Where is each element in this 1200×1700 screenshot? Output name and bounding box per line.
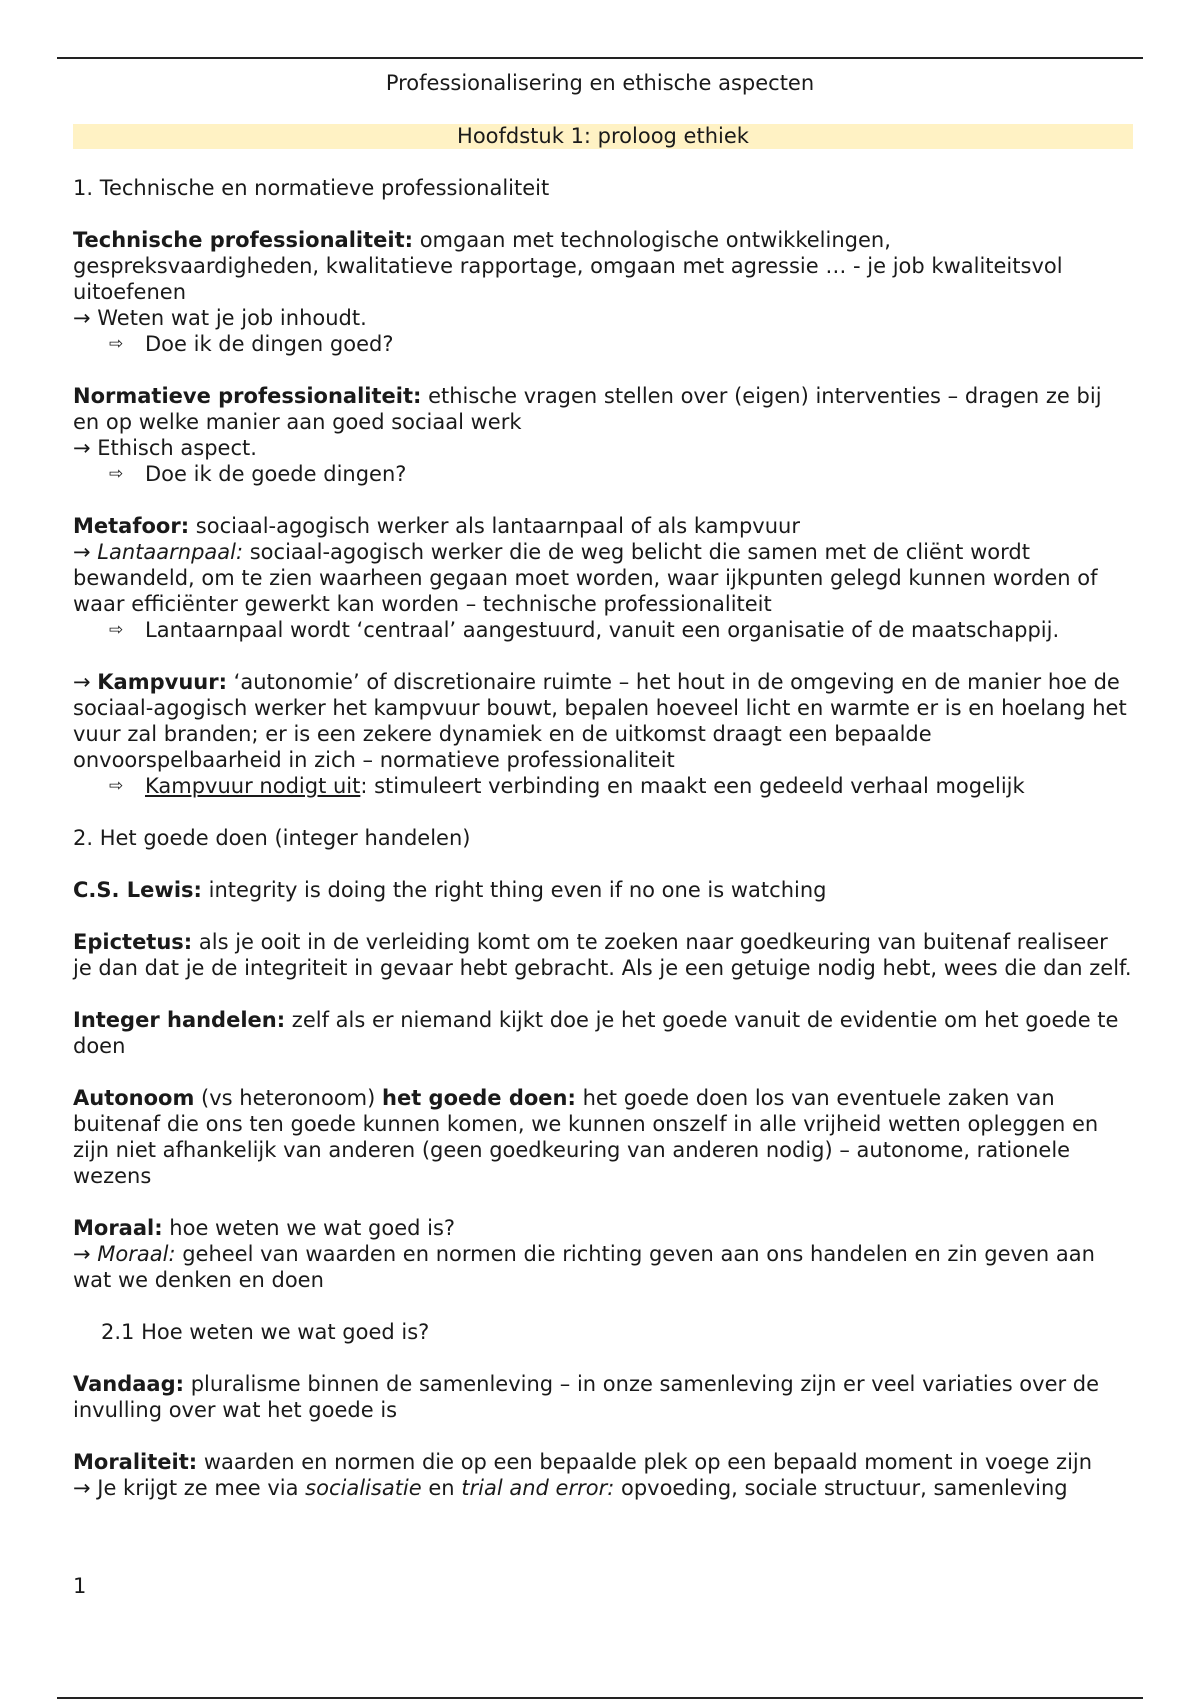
term: Epictetus: bbox=[73, 930, 193, 954]
paragraph-technische: Technische professionaliteit: omgaan met technologische ontwikkelingen, gespreksvaardigheden, kwalitatieve rapportage, omgaan met agressie … - je job kwaliteitsvol uitoefenen bbox=[73, 228, 1063, 304]
paragraph-kampvuur: → Kampvuur: ‘autonomie’ of discretionaire ruimte – het hout in de omgeving en de manier hoe de sociaal-agogisch werker het kampvuur bouwt, bepalen hoeveel licht en warmte er is en hoelang het vuur zal branden; er is een zekere dynamiek en de uitkomst draagt een bepaalde onvoorspelbaarheid in zich – normatieve professionaliteit bbox=[73, 670, 1127, 772]
paragraph-normatieve: Normatieve professionaliteit: ethische vragen stellen over (eigen) interventies – dragen ze bij en op welke manier aan goed sociaal werk bbox=[73, 384, 1102, 434]
paragraph-lantaarnpaal: → Lantaarnpaal: sociaal-agogisch werker die de weg belicht die samen met de cliënt wordt bewandeld, om te zien waarheen gegaan moet worden, waar ijkpunten gelegd kunnen worden of waar efficiënter gewerkt kan worden – technische professionaliteit bbox=[73, 540, 1098, 616]
sub-bullet: ⇨ Kampvuur nodigt uit: stimuleert verbinding en maakt een gedeeld verhaal mogelijk bbox=[109, 774, 1025, 798]
term: het goede doen: bbox=[382, 1086, 576, 1110]
term: Moraliteit: bbox=[73, 1450, 198, 1474]
paragraph-moraal: Moraal: hoe weten we wat goed is? bbox=[73, 1216, 456, 1240]
top-rule bbox=[57, 57, 1143, 59]
sub-bullet: ⇨ Doe ik de dingen goed? bbox=[109, 332, 394, 356]
paragraph-integer: Integer handelen: zelf als er niemand kijkt doe je het goede vanuit de evidentie om het goede te doen bbox=[73, 1008, 1119, 1058]
chapter-heading: Hoofdstuk 1: proloog ethiek bbox=[73, 124, 1133, 149]
sub-bullet: ⇨ Doe ik de goede dingen? bbox=[109, 462, 407, 486]
arrow-bullet-icon: ⇨ bbox=[109, 776, 124, 796]
term: Autonoom bbox=[73, 1086, 195, 1110]
section-heading-2-1: 2.1 Hoe weten we wat goed is? bbox=[101, 1320, 430, 1344]
section-heading-2: 2. Het goede doen (integer handelen) bbox=[73, 826, 471, 850]
paragraph-moraliteit-arrow: → Je krijgt ze mee via socialisatie en trial and error: opvoeding, sociale structuur, samenleving bbox=[73, 1476, 1068, 1500]
page-number: 1 bbox=[73, 1574, 87, 1598]
paragraph-epictetus: Epictetus: als je ooit in de verleiding komt om te zoeken naar goedkeuring van buitenaf realiseer je dan dat je de integriteit in gevaar hebt gebracht. Als je een getuige nodig hebt, wees die dan zelf. bbox=[73, 930, 1132, 980]
paragraph-moraliteit: Moraliteit: waarden en normen die op een bepaalde plek op een bepaald moment in voege zijn bbox=[73, 1450, 1093, 1474]
sub-bullet: ⇨ Lantaarnpaal wordt ‘centraal’ aangestuurd, vanuit een organisatie of de maatschappij. bbox=[109, 618, 1060, 642]
bottom-rule bbox=[57, 1697, 1143, 1699]
paragraph-autonoom: Autonoom (vs heteronoom) het goede doen: het goede doen los van eventuele zaken van buitenaf die ons ten goede kunnen komen, we kunnen onszelf in alle vrijheid wetten opleggen en zijn niet afhankelijk van anderen (geen goedkeuring van anderen nodig) – autonome, rationele wezens bbox=[73, 1086, 1099, 1188]
arrow-bullet-icon: ⇨ bbox=[109, 464, 124, 484]
term: Moraal: bbox=[97, 1242, 176, 1266]
term: Vandaag: bbox=[73, 1372, 185, 1396]
term: Kampvuur: bbox=[97, 670, 227, 694]
arrow-bullet-icon: ⇨ bbox=[109, 620, 124, 640]
term: Metafoor: bbox=[73, 514, 190, 538]
paragraph-lewis: C.S. Lewis: integrity is doing the right thing even if no one is watching bbox=[73, 878, 827, 902]
term: Lantaarnpaal: bbox=[97, 540, 244, 564]
term: Normatieve professionaliteit: bbox=[73, 384, 422, 408]
paragraph-moraal-def: → Moraal: geheel van waarden en normen die richting geven aan ons handelen en zin geven aan wat we denken en doen bbox=[73, 1242, 1095, 1292]
term: Moraal: bbox=[73, 1216, 163, 1240]
arrow-line: → Weten wat je job inhoudt. bbox=[73, 306, 367, 330]
paragraph-vandaag: Vandaag: pluralisme binnen de samenleving – in onze samenleving zijn er veel variaties over de invulling over wat het goede is bbox=[73, 1372, 1100, 1422]
term: C.S. Lewis: bbox=[73, 878, 202, 902]
paragraph-metafoor: Metafoor: sociaal-agogisch werker als lantaarnpaal of als kampvuur bbox=[73, 514, 800, 538]
term: Technische professionaliteit: bbox=[73, 228, 414, 252]
arrow-line: → Ethisch aspect. bbox=[73, 436, 257, 460]
term: Integer handelen: bbox=[73, 1008, 286, 1032]
page-header: Professionalisering en ethische aspecten bbox=[385, 71, 815, 95]
document-body bbox=[73, 124, 1133, 1501]
arrow-bullet-icon: ⇨ bbox=[109, 334, 124, 354]
section-heading-1: 1. Technische en normatieve professionaliteit bbox=[73, 176, 550, 200]
